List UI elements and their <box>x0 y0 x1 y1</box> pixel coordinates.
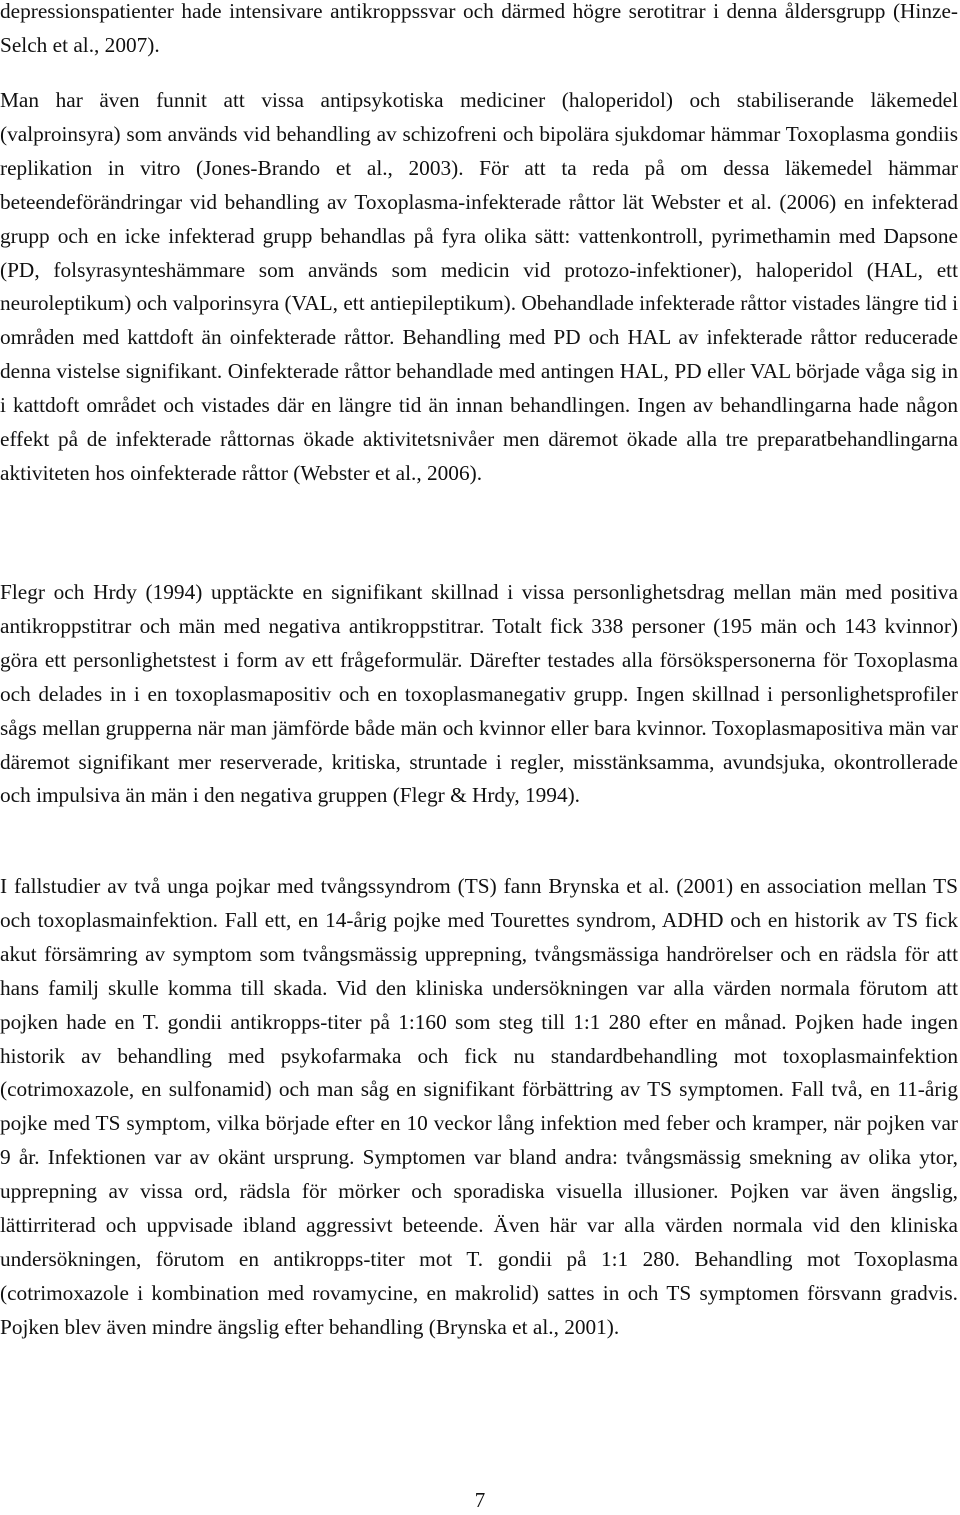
paragraph-3: Flegr och Hrdy (1994) upptäckte en signifikant skillnad i vissa personlighetsdrag mellan män med positiva antikroppstitrar och män med negativa antikroppstitrar. Totalt fick 338 personer (195 män och 143 kvinnor) göra ett personlighetstest i form av ett frågeformulär. Därefter testades alla försökspersonerna för Toxoplasma och delades in i en toxoplasmapositiv och en toxoplasmanegativ grupp. Ingen skillnad i personlighetsprofiler sågs mellan grupperna när man jämförde både män och kvinnor eller bara kvinnor. Toxoplasmapositiva män var däremot signifikant mer reserverade, kritiska, struntade i regler, misstänksamma, avundsjuka, okontrollerade och impulsiva än män i den negativa gruppen (Flegr & Hrdy, 1994). <box>0 580 958 808</box>
paragraph-4: I fallstudier av två unga pojkar med tvångssyndrom (TS) fann Brynska et al. (2001) en association mellan TS och toxoplasmainfektion. Fall ett, en 14-årig pojke med Tourettes syndrom, ADHD och en historik av TS fick akut försämring av symptom som tvångsmässig upprepning, tvångsmässiga handrörelser och en rädsla för att hans familj skulle komma till skada. Vid den kliniska undersökningen var alla värden normala förutom att pojken hade en T. gondii antikropps-titer på 1:160 som steg till 1:1 280 efter en månad. Pojken hade ingen historik av behandling med psykofarmaka och fick nu standardbehandling mot toxoplasmainfektion (cotrimoxazole, en sulfonamid) och man såg en signifikant förbättring av TS symptomen. Fall två, en 11-årig pojke med TS symptom, vilka började efter en 10 veckor lång infektion med feber och kramper, när pojken var 9 år. Infektionen var av okänt ursprung. Symptomen var bland andra: tvångsmässig smekning av olika ytor, upprepning av vissa ord, rädsla för mörker och sporadiska visuella illusioner. Pojken var även ängslig, lättirriterad och uppvisade ibland aggressivt beteende. Även här var alla värden normala vid den kliniska undersökningen, förutom en antikropps-titer mot T. gondii på 1:1 280. Behandling mot Toxoplasma (cotrimoxazole i kombination med rovamycine, en makrolid) sattes in och TS symptomen försvann gradvis. Pojken blev även mindre ängslig efter behandling (Brynska et al., 2001). <box>0 874 958 1339</box>
paragraph-2: Man har även funnit att vissa antipsykotiska mediciner (haloperidol) och stabiliserande läkemedel (valproinsyra) som används vid behandling av schizofreni och bipolära sjukdomar hämmar Toxoplasma gondiis replikation in vitro (Jones-Brando et al., 2003). För att ta reda på om dessa läkemedel hämmar beteendeförändringar vid behandling av Toxoplasma-infekterade råttor lät Webster et al. (2006) en infekterad grupp och en icke infekterad grupp behandlas på fyra olika sätt: vattenkontroll, pyrimethamin med Dapsone (PD, folsyrasynteshämmare som används som medicin vid protozo-infektioner), haloperidol (HAL, ett neuroleptikum) och valporinsyra (VAL, ett antiepileptikum). Obehandlade infekterade råttor vistades längre tid i områden med kattdoft än oinfekterade råttor. Behandling med PD och HAL av infekterade råttor reducerade denna vistelse signifikant. Oinfekterade råttor behandlade med antingen HAL, PD eller VAL började våga sig in i kattdoft området och vistades där en längre tid än innan behandlingen. Ingen av behandlingarna hade någon effekt på de infekterade råttornas ökade aktivitetsnivåer men däremot ökade alla tre preparatbehandlingarna aktiviteten hos oinfekterade råttor (Webster et al., 2006). <box>0 88 958 485</box>
paragraph-1: depressionspatienter hade intensivare antikroppssvar och därmed högre serotitrar i denna åldersgrupp (Hinze-Selch et al., 2007). <box>0 0 958 57</box>
page-number: 7 <box>474 1488 486 1512</box>
